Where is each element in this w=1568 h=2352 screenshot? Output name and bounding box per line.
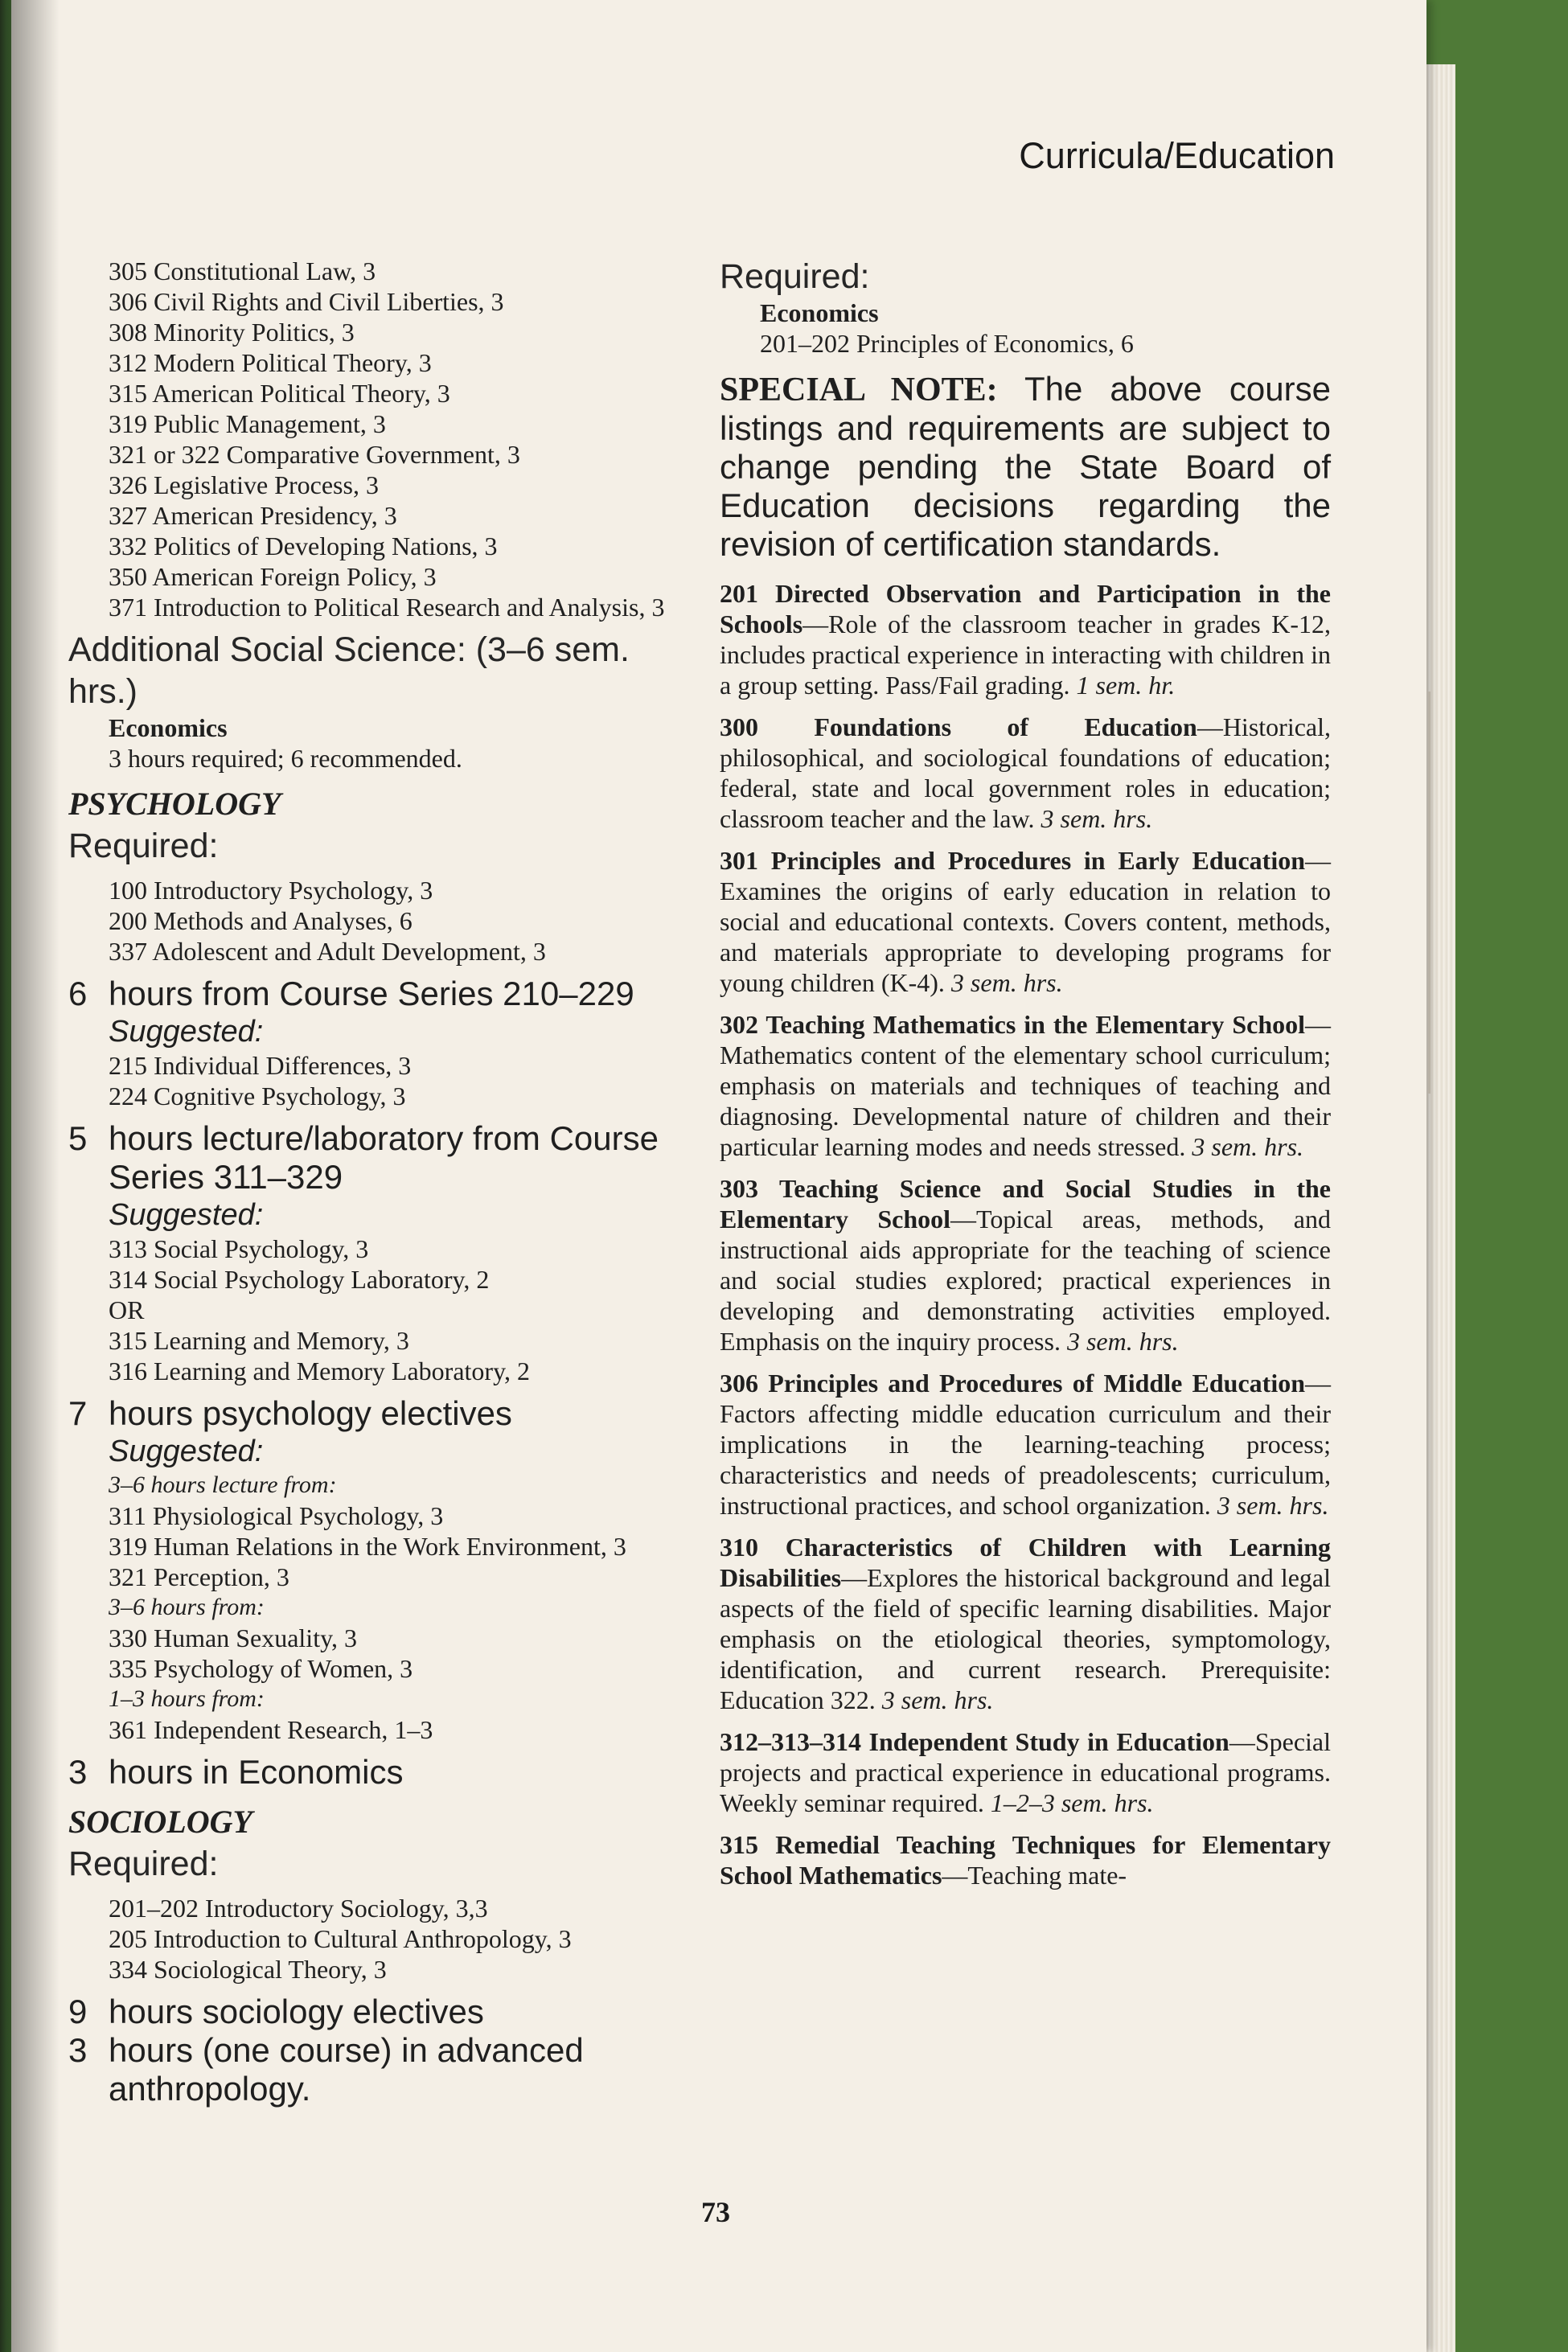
list-item: 316 Learning and Memory Laboratory, 2 [109, 1357, 530, 1385]
group-text: hours in Economics [109, 1753, 404, 1791]
list-item: 319 Human Relations in the Work Environment, 3 [109, 1532, 626, 1561]
group-text: hours sociology electives [109, 1993, 484, 2030]
psych-group-2 [68, 1119, 692, 1197]
suggested-label: Suggested: [109, 1015, 264, 1049]
course-credit: 1 sem. hr. [1076, 671, 1176, 700]
list-item: 306 Civil Rights and Civil Liberties, 3 [109, 287, 504, 316]
special-note-text: The above course listings and requirements are subject to change pending the State Board of Education decisions regarding the revision of certification standards. [720, 370, 1331, 563]
special-note-label: SPECIAL NOTE: [720, 371, 998, 408]
list-item: 315 Learning and Memory, 3 [109, 1326, 409, 1355]
special-note [720, 370, 1331, 564]
group-number: 3 [68, 2031, 88, 2069]
list-item: 308 Minority Politics, 3 [109, 318, 355, 347]
list-item: 332 Politics of Developing Nations, 3 [109, 532, 498, 560]
list-item: 205 Introduction to Cultural Anthropology, 3 [109, 1924, 572, 1953]
course-entry [720, 1173, 1331, 1357]
list-item: 337 Adolescent and Adult Development, 3 [109, 937, 546, 966]
course-entry [720, 1009, 1331, 1162]
course-title: 201 Directed Observation and Participation in the Schools [720, 579, 1331, 638]
list-item: 305 Constitutional Law, 3 [109, 257, 376, 285]
course-desc: —Teaching mate- [942, 1861, 1127, 1890]
group-number: 6 [68, 975, 88, 1012]
course-title: 301 Principles and Procedures in Early Education [720, 846, 1305, 875]
list-item: 201–202 Introductory Sociology, 3,3 [109, 1894, 488, 1923]
course-title: 302 Teaching Mathematics in the Elementary School [720, 1010, 1305, 1039]
list-item: 200 Methods and Analyses, 6 [109, 906, 413, 935]
range-label: 3–6 hours lecture from: [109, 1472, 337, 1498]
course-entry [720, 712, 1331, 834]
course-desc: —Factors affecting middle education curriculum and their implications in the learning-teaching process; characteristics and needs of preadolescents; curriculum, instructional practices, and school organization. [720, 1369, 1331, 1520]
list-item: 361 Independent Research, 1–3 [109, 1715, 433, 1744]
course-entry [720, 845, 1331, 998]
course-credit: 3 sem. hrs. [1041, 804, 1153, 833]
list-item: 371 Introduction to Political Research and Analysis, 3 [109, 593, 665, 622]
left-column [68, 256, 692, 2108]
poli-course-list [68, 256, 692, 622]
economics-note: 3 hours required; 6 recommended. [109, 744, 462, 773]
psychology-heading: PSYCHOLOGY [68, 786, 281, 822]
group-text: hours psychology electives [109, 1394, 512, 1432]
course-credit: 1–2–3 sem. hrs. [990, 1788, 1154, 1817]
course-title: 303 Teaching Science and Social Studies in the Elementary School [720, 1174, 1331, 1233]
list-item: 321 or 322 Comparative Government, 3 [109, 440, 520, 469]
economics-subhead: Economics [109, 713, 228, 742]
course-desc: —Explores the historical background and legal aspects of the field of specific learning disabilities. Major emphasis on the etiological theories, symptomology, identification, and current research. Prerequisite: Education 322. [720, 1563, 1331, 1714]
course-title: 306 Principles and Procedures of Middle Education [720, 1369, 1305, 1398]
course-desc: —Special projects and practical experience in educational programs. Weekly seminar required. [720, 1727, 1331, 1817]
course-entry [720, 1726, 1331, 1818]
course-entry [720, 1368, 1331, 1521]
margin-rule [1428, 692, 1430, 1094]
course-title: 310 Characteristics of Children with Learning Disabilities [720, 1533, 1331, 1592]
group-text: hours from Course Series 210–229 [109, 975, 634, 1012]
list-item: 224 Cognitive Psychology, 3 [109, 1082, 406, 1110]
suggested-label: Suggested: [109, 1198, 264, 1232]
list-item: 330 Human Sexuality, 3 [109, 1623, 357, 1652]
range-label: 1–3 hours from: [109, 1685, 265, 1712]
additional-social-science-heading: Additional Social Science: (3–6 sem. hrs.) [68, 630, 630, 711]
group-number: 9 [68, 1993, 88, 2030]
econ-required-label: Required: [720, 257, 870, 296]
list-item: 319 Public Management, 3 [109, 409, 386, 438]
soc-group-2 [68, 2031, 692, 2108]
list-item: 327 American Presidency, 3 [109, 501, 397, 530]
list-item: 201–202 Principles of Economics, 6 [760, 329, 1134, 358]
course-entry [720, 1829, 1331, 1890]
group-number: 3 [68, 1753, 88, 1791]
course-desc: —Mathematics content of the elementary school curriculum; emphasis on materials and techniques of teaching and diagnosing. Developmental nature of children and their particular learning modes and needs stressed. [720, 1010, 1331, 1161]
psych-group-3 [68, 1394, 692, 1433]
psych-group-1 [68, 975, 692, 1013]
course-desc: —Examines the origins of early education in relation to social and educational contexts. Covers content, methods, and materials appropriate to developing programs for young children (K-4). [720, 846, 1331, 997]
course-credit: 3 sem. hrs. [1066, 1327, 1179, 1356]
course-credit: 3 sem. hrs. [1217, 1491, 1329, 1520]
psych-required-label: Required: [68, 827, 219, 865]
list-item: 311 Physiological Psychology, 3 [109, 1501, 444, 1530]
course-title: 300 Foundations of Education [720, 712, 1197, 741]
group-number: 5 [68, 1119, 88, 1157]
list-item: 350 American Foreign Policy, 3 [109, 562, 437, 591]
list-item: 321 Perception, 3 [109, 1562, 289, 1591]
course-credit: 3 sem. hrs. [950, 968, 1063, 997]
list-item: 313 Social Psychology, 3 [109, 1234, 369, 1263]
soc-required-label: Required: [68, 1845, 219, 1883]
course-desc: —Topical areas, methods, and instructional aids appropriate for the teaching of science and social studies explored; practical experiences in developing and demonstrating activities employed. Emphasis on the inquiry process. [720, 1205, 1331, 1356]
soc-group-1 [68, 1993, 692, 2031]
course-title: 312–313–314 Independent Study in Education [720, 1727, 1229, 1756]
group-text: hours lecture/laboratory from Course Series 311–329 [109, 1119, 659, 1196]
list-item: OR [109, 1295, 145, 1324]
course-entry [720, 578, 1331, 700]
page-number: 73 [701, 2196, 730, 2228]
course-credit: 3 sem. hrs. [881, 1685, 994, 1714]
course-desc: —Role of the classroom teacher in grades K-12, includes practical experience in interacting with children in a group setting. Pass/Fail grading. [720, 610, 1331, 700]
list-item: 326 Legislative Process, 3 [109, 470, 379, 499]
list-item: 334 Sociological Theory, 3 [109, 1955, 387, 1984]
list-item: 100 Introductory Psychology, 3 [109, 876, 433, 905]
list-item: 314 Social Psychology Laboratory, 2 [109, 1265, 490, 1294]
list-item: 335 Psychology of Women, 3 [109, 1654, 413, 1683]
list-item: 215 Individual Differences, 3 [109, 1051, 412, 1080]
course-credit: 3 sem. hrs. [1192, 1132, 1304, 1161]
list-item: 315 American Political Theory, 3 [109, 379, 450, 408]
sociology-heading: SOCIOLOGY [68, 1804, 252, 1840]
group-number: 7 [68, 1394, 88, 1432]
psych-group-4 [68, 1753, 692, 1792]
course-title: 315 Remedial Teaching Techniques for Elementary School Mathematics [720, 1830, 1331, 1890]
suggested-label: Suggested: [109, 1435, 264, 1468]
economics-subhead: Economics [760, 298, 879, 327]
range-label: 3–6 hours from: [109, 1594, 265, 1620]
binding-shadow [11, 0, 60, 2352]
group-text: hours (one course) in advanced anthropology. [109, 2031, 584, 2108]
right-column [720, 256, 1331, 1902]
course-entry [720, 1532, 1331, 1715]
list-item: 312 Modern Political Theory, 3 [109, 348, 432, 377]
course-desc: —Historical, philosophical, and sociological foundations of education; federal, state and local government roles in education; classroom teacher and the law. [720, 712, 1331, 833]
running-head: Curricula/Education [1019, 135, 1335, 176]
